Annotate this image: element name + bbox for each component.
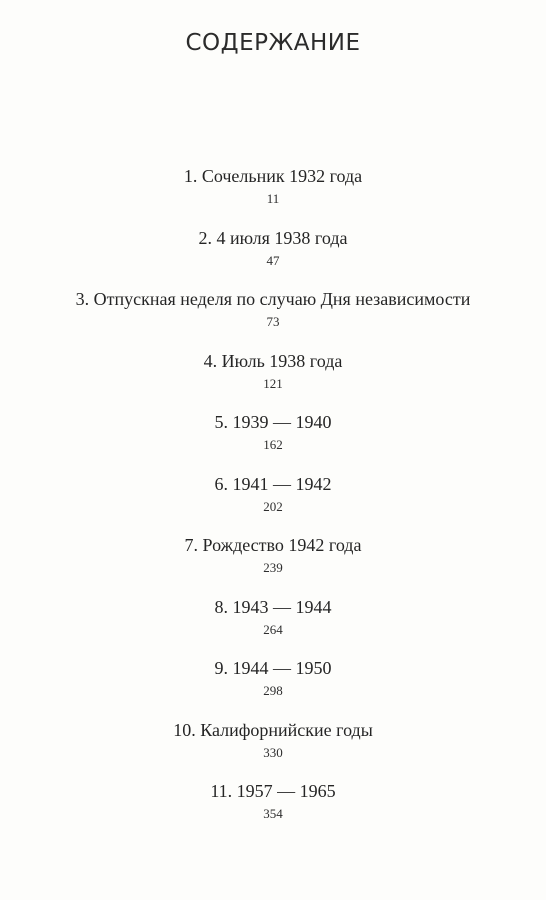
toc-entry-4 xyxy=(0,349,546,411)
contents-heading: СОДЕРЖАНИЕ xyxy=(185,30,361,56)
toc-entry-9 xyxy=(0,656,546,718)
toc-entry-page-number: 264 xyxy=(263,621,283,637)
toc-entry-page-number: 202 xyxy=(263,498,283,514)
toc-entry-page-number: 121 xyxy=(263,375,283,391)
toc-entry-title: 3. Отпускная неделя по случаю Дня независимости xyxy=(75,289,471,309)
toc-entry-title: 8. 1943 — 1944 xyxy=(214,596,332,617)
toc-entry-page-number: 330 xyxy=(263,744,283,760)
toc-entry-title: 6. 1941 — 1942 xyxy=(214,473,332,494)
toc-entry-page-number: 47 xyxy=(266,252,280,268)
toc-entry-page-number: 162 xyxy=(263,437,283,452)
toc-entry-title: 4. Июль 1938 года xyxy=(203,350,343,371)
toc-entry-title: 2. 4 июля 1938 года xyxy=(198,227,348,248)
toc-entry-title: 9. 1944 — 1950 xyxy=(214,658,332,678)
toc-entry-10 xyxy=(0,718,546,780)
table-of-contents xyxy=(0,164,546,841)
toc-entry-title: 5. 1939 — 1940 xyxy=(214,412,332,432)
toc-entry-11 xyxy=(0,779,546,841)
toc-entry-5 xyxy=(0,410,546,472)
toc-entry-page-number: 354 xyxy=(263,806,283,821)
toc-entry-8 xyxy=(0,595,546,657)
toc-entry-page-number: 298 xyxy=(263,683,283,698)
toc-entry-title: 10. Калифорнийские годы xyxy=(173,719,373,740)
toc-entry-page-number: 11 xyxy=(266,191,280,206)
toc-entry-title: 7. Рождество 1942 года xyxy=(184,535,362,555)
toc-entry-6 xyxy=(0,472,546,534)
toc-entry-3 xyxy=(0,287,546,349)
toc-entry-1 xyxy=(0,164,546,226)
toc-entry-title: 1. Сочельник 1932 года xyxy=(183,166,363,186)
toc-entry-page-number: 73 xyxy=(266,314,280,329)
toc-entry-title: 11. 1957 — 1965 xyxy=(210,781,336,801)
toc-entry-7 xyxy=(0,533,546,595)
toc-entry-page-number: 239 xyxy=(263,560,283,575)
toc-entry-2 xyxy=(0,226,546,288)
